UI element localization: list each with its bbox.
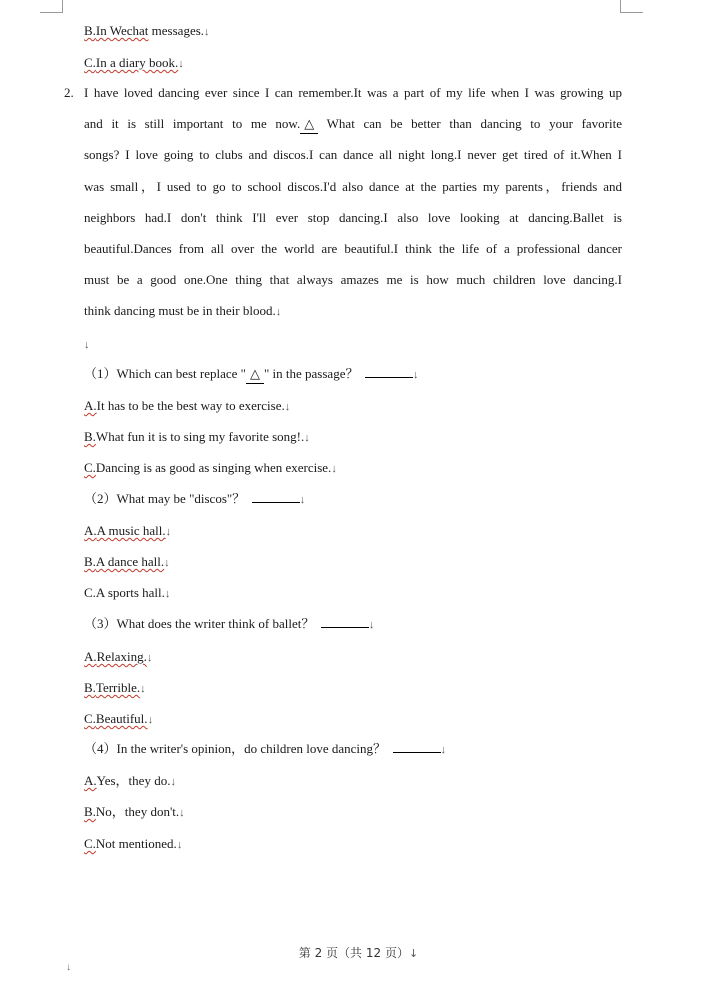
paragraph-mark: ↓: [178, 58, 184, 70]
subquestion-text: Which can best replace ": [116, 366, 246, 381]
paragraph-mark: ↓: [204, 26, 210, 38]
passage-line-text: and it is still important to me now.: [84, 116, 301, 132]
subquestion-number: （4）: [84, 741, 117, 756]
triangle-blank: △: [246, 365, 264, 384]
paragraph-mark: ↓: [164, 588, 171, 600]
passage-line: was small，I used to go to school discos.I'd also dance at the parties my parents，friends and: [84, 178, 622, 194]
paragraph-mark: ↓: [170, 776, 176, 788]
end-paragraph-mark: ↓: [66, 962, 71, 973]
triangle-blank: △: [300, 115, 318, 134]
option-prefix: A.: [84, 398, 97, 413]
subquestion-4-option-b: [84, 803, 185, 822]
paragraph-mark: ↓: [440, 744, 447, 756]
passage-line-text: What can be better than dancing to your favorite: [318, 116, 622, 132]
option-prefix: B.: [84, 23, 96, 38]
subquestion-3-option-b: [84, 679, 146, 698]
subquestion-3-option-a: [84, 648, 152, 667]
crop-mark-left: [40, 0, 63, 13]
option-prefix: C.: [84, 711, 96, 726]
subquestion-text: What may be "discos"？: [116, 491, 246, 506]
passage-line-text: think dancing must be in their blood.: [84, 303, 276, 319]
paragraph-mark: ↓: [284, 401, 291, 413]
subquestion-3-option-c: [84, 710, 153, 729]
option-prefix: A.: [84, 523, 97, 538]
paragraph-mark: ↓: [299, 494, 306, 506]
option-text: Not mentioned.: [95, 836, 177, 851]
subquestion-2-option-b: [84, 553, 170, 572]
paragraph-mark: ↓: [412, 369, 419, 381]
option-text: Terrible.: [95, 680, 141, 695]
paragraph-mark: ↓: [408, 947, 419, 960]
paragraph-mark: ↓: [179, 807, 185, 819]
subquestion-number: （1）: [84, 366, 117, 381]
passage-line: [84, 115, 622, 146]
option-text: A sports hall.: [95, 585, 165, 600]
empty-paragraph-mark: ↓: [84, 339, 90, 351]
subquestion-4-prompt: [84, 740, 446, 759]
answer-blank[interactable]: [321, 615, 369, 628]
option-prefix: C.: [84, 585, 96, 600]
passage-line: [84, 302, 622, 333]
subquestion-text: What does the writer think of ballet？: [116, 616, 315, 631]
paragraph-mark: ↓: [368, 619, 375, 631]
paragraph-mark: ↓: [164, 557, 170, 569]
option-prefix: C.: [84, 460, 96, 475]
subquestion-3-prompt: [84, 615, 374, 634]
page-number: 第 2 页（共 12 页）: [298, 946, 409, 960]
answer-blank[interactable]: [365, 365, 413, 378]
prev-option-c: [84, 54, 184, 73]
option-text: A music hall.: [96, 523, 166, 538]
option-prefix: A.: [84, 649, 97, 664]
option-prefix: C.: [84, 836, 96, 851]
subquestion-4-option-a: [84, 772, 176, 791]
option-prefix: A.: [84, 773, 97, 788]
paragraph-mark: ↓: [165, 526, 172, 538]
option-text: A dance hall.: [95, 554, 165, 569]
option-prefix: C.: [84, 55, 96, 70]
subquestion-2-prompt: [84, 490, 305, 509]
passage-line: I have loved dancing ever since I can remember.It was a part of my life when I was growing up: [84, 85, 622, 100]
subquestion-number: （2）: [84, 491, 117, 506]
subquestion-number: （3）: [84, 616, 117, 631]
paragraph-mark: ↓: [304, 432, 310, 444]
option-text: No，they don't.: [95, 804, 180, 819]
option-text: What fun it is to sing my favorite song!.: [95, 429, 305, 444]
prev-option-b: [84, 22, 210, 41]
subquestion-2-option-c: [84, 584, 170, 603]
subquestion-1-option-a: [84, 397, 290, 416]
paragraph-mark: ↓: [176, 839, 183, 851]
option-text: In a diary book.: [95, 55, 179, 70]
passage-line: beautiful.Dances from all over the world are beautiful.I think the life of a professional dancer: [84, 240, 622, 256]
subquestion-4-option-c: [84, 835, 182, 854]
passage-line: songs? I love going to clubs and discos.I can dance all night long.I never get tired of it.When I: [84, 147, 622, 163]
page-footer: [0, 944, 717, 961]
answer-blank[interactable]: [252, 490, 300, 503]
crop-mark-right: [620, 0, 643, 13]
option-prefix: B.: [84, 429, 96, 444]
subquestion-1-option-c: [84, 459, 337, 478]
subquestion-text: In the writer's opinion，do children love dancing？: [116, 741, 387, 756]
paragraph-mark: ↓: [147, 714, 154, 726]
paragraph-mark: ↓: [146, 652, 153, 664]
option-text: Relaxing.: [96, 649, 147, 664]
answer-blank[interactable]: [393, 740, 441, 753]
option-prefix: B.: [84, 804, 96, 819]
paragraph-mark: ↓: [331, 463, 337, 475]
passage-line: neighbors had.I don't think I'll ever stop dancing.I also love looking at dancing.Ballet is: [84, 209, 622, 225]
option-text: Dancing is as good as singing when exercise.: [95, 460, 332, 475]
question-passage: [84, 84, 622, 334]
subquestion-2-option-a: [84, 522, 171, 541]
subquestion-text: " in the passage？: [263, 366, 359, 381]
option-prefix: B.: [84, 680, 96, 695]
option-text: It has to be the best way to exercise.: [96, 398, 285, 413]
option-text: Yes，they do.: [96, 773, 171, 788]
subquestion-1-prompt: [84, 365, 418, 384]
subquestion-1-option-b: [84, 428, 310, 447]
passage-line: must be a good one.One thing that always amazes me is how much children love dancing.I: [84, 272, 622, 288]
option-text-rest: messages.: [148, 23, 205, 38]
question-number: 2.: [64, 85, 74, 100]
option-text: In Wechat: [95, 23, 149, 38]
paragraph-mark: ↓: [275, 306, 282, 319]
paragraph-mark: ↓: [140, 683, 146, 695]
option-text: Beautiful.: [95, 711, 148, 726]
option-prefix: B.: [84, 554, 96, 569]
